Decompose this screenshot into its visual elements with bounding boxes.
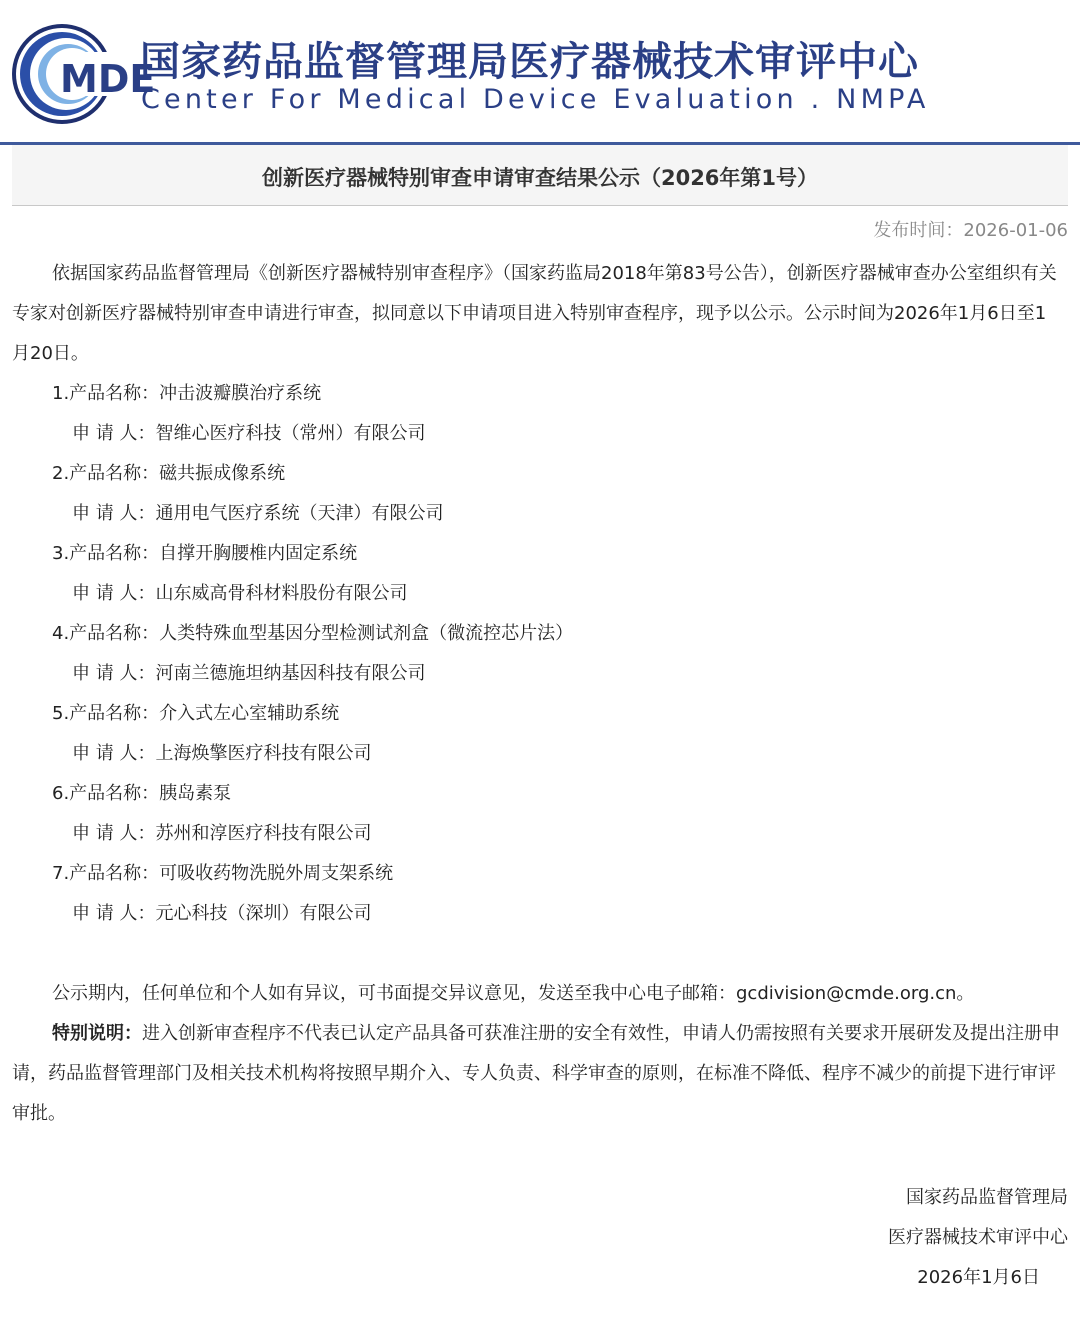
applicant-3: 申 请 人：山东威高骨科材料股份有限公司 — [72, 583, 408, 604]
product-name-1: 1.产品名称：冲击波瓣膜治疗系统 — [52, 383, 322, 404]
product-name-7: 7.产品名称：可吸收药物洗脱外周支架系统 — [52, 863, 394, 884]
signature-org-2: 医疗器械技术审评中心 — [888, 1227, 1068, 1248]
site-name-en: Center For Medical Device Evaluation . NMPA — [141, 84, 930, 115]
site-header — [0, 0, 1080, 142]
article-body — [12, 254, 1062, 1134]
objection-paragraph: 公示期内，任何单位和个人如有异议，可书面提交异议意见，发送至我中心电子邮箱：gcdivision@cmde.org.cn。 — [52, 983, 975, 1004]
applicant-6: 申 请 人：苏州和淳医疗科技有限公司 — [72, 823, 372, 844]
logo-text: MDE — [60, 57, 156, 101]
applicant-2: 申 请 人：通用电气医疗系统（天津）有限公司 — [72, 503, 444, 524]
product-name-5: 5.产品名称：介入式左心室辅助系统 — [52, 703, 340, 724]
title-bar — [12, 145, 1068, 206]
signature-date: 2026年1月6日 — [917, 1267, 1040, 1288]
product-name-2: 2.产品名称：磁共振成像系统 — [52, 463, 286, 484]
page-title: 创新医疗器械特别审查申请审查结果公示（2026年第1号） — [261, 166, 819, 190]
cmde-logo-icon — [10, 22, 156, 126]
product-name-3: 3.产品名称：自撑开胸腰椎内固定系统 — [52, 543, 358, 564]
special-note-label: 特别说明： — [52, 1023, 142, 1044]
signature-org-1: 国家药品监督管理局 — [906, 1187, 1068, 1208]
intro-paragraph: 依据国家药品监督管理局《创新医疗器械特别审查程序》（国家药监局2018年第83号公告），创新医疗器械审查办公室组织有关专家对创新医疗器械特别审查申请进行审查，拟同意以下申请项目进入特别审查程序，现予以公示。公示时间为2026年1月6日至1月20日。 — [12, 263, 1057, 364]
special-note-paragraph — [12, 1014, 1062, 1134]
applicant-7: 申 请 人：元心科技（深圳）有限公司 — [72, 903, 372, 924]
applicant-4: 申 请 人：河南兰德施坦纳基因科技有限公司 — [72, 663, 426, 684]
applicant-5: 申 请 人：上海焕擎医疗科技有限公司 — [72, 743, 372, 764]
product-name-6: 6.产品名称：胰岛素泵 — [52, 783, 232, 804]
signature-block — [888, 1178, 1068, 1298]
site-name-cn: 国家药品监督管理局医疗器械技术审评中心 — [140, 38, 919, 85]
product-name-4: 4.产品名称：人类特殊血型基因分型检测试剂盒（微流控芯片法） — [52, 623, 574, 644]
spacer — [12, 934, 1062, 974]
publish-time: 发布时间：2026-01-06 — [873, 220, 1068, 241]
special-note-text: 进入创新审查程序不代表已认定产品具备可获准注册的安全有效性，申请人仍需按照有关要求开展研发及提出注册申请，药品监督管理部门及相关技术机构将按照早期介入、专人负责、科学审查的原则，在标准不降低、程序不减少的前提下进行审评审批。 — [12, 1023, 1060, 1124]
applicant-1: 申 请 人：智维心医疗科技（常州）有限公司 — [72, 423, 426, 444]
